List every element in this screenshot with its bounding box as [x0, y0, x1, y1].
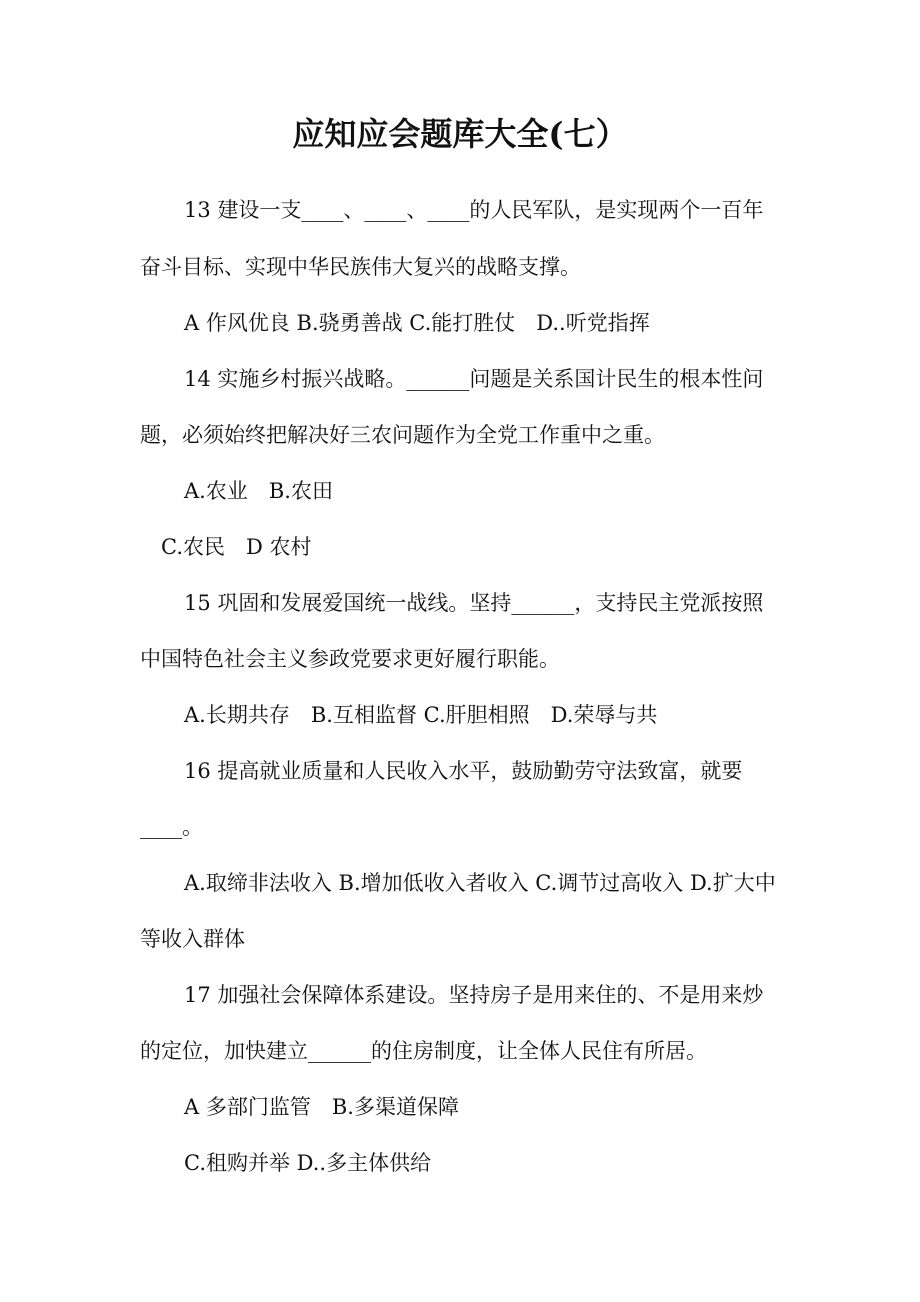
document-title: 应知应会题库大全(七） — [292, 115, 628, 153]
question-15-text-line-2: 中国特色社会主义参政党要求更好履行职能。 — [140, 647, 560, 671]
question-16-options-line-2: 等收入群体 — [140, 927, 245, 951]
question-16-options-line-1: A.取缔非法收入 B.增加低收入者收入 C.调节过高收入 D.扩大中 — [184, 871, 776, 895]
question-17-text-line-2: 的定位，加快建立______的住房制度，让全体人民住有所居。 — [140, 1039, 707, 1063]
question-14-text-line-1: 14 实施乡村振兴战略。______问题是关系国计民生的根本性问 — [184, 367, 764, 391]
question-16-text-line-2: ____。 — [140, 815, 203, 839]
question-15-text-line-1: 15 巩固和发展爱国统一战线。坚持______，支持民主党派按照 — [184, 591, 764, 615]
question-16-text-line-1: 16 提高就业质量和人民收入水平，鼓励勤劳守法致富，就要 — [184, 759, 743, 783]
question-15-options: A.长期共存 B.互相监督 C.肝胆相照 D.荣辱与共 — [184, 703, 658, 727]
question-17-options-line-2: C.租购并举 D..多主体供给 — [184, 1151, 432, 1175]
question-13-text-line-1: 13 建设一支____、____、____的人民军队，是实现两个一百年 — [184, 198, 764, 222]
question-13-options: A 作风优良 B.骁勇善战 C.能打胜仗 D..听党指挥 — [184, 311, 650, 335]
question-14-options-line-2: C.农民 D 农村 — [161, 535, 312, 559]
question-14-options-line-1: A.农业 B.农田 — [184, 479, 333, 503]
question-17-options-line-1: A 多部门监管 B.多渠道保障 — [184, 1095, 459, 1119]
question-13-text-line-2: 奋斗目标、实现中华民族伟大复兴的战略支撑。 — [140, 255, 581, 279]
question-17-text-line-1: 17 加强社会保障体系建设。坚持房子是用来住的、不是用来炒 — [184, 983, 764, 1007]
question-14-text-line-2: 题，必须始终把解决好三农问题作为全党工作重中之重。 — [140, 423, 665, 447]
